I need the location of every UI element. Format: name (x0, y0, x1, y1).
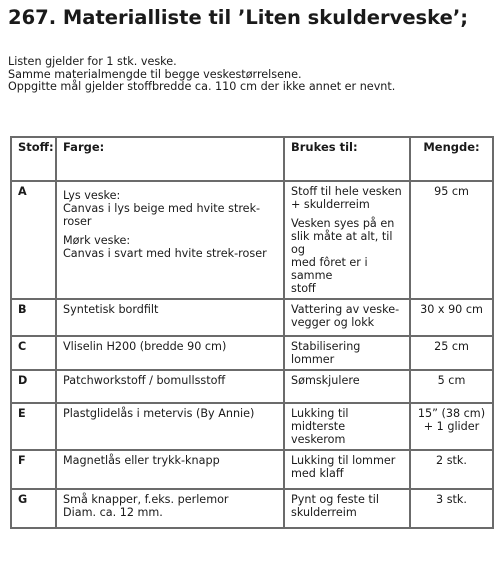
mengde-line: 30 x 90 cm (420, 303, 483, 316)
brukes-cell (284, 370, 410, 403)
brukes-line: Lukking til midterste (291, 407, 349, 433)
mengde-line: 15” (38 cm) (417, 407, 486, 420)
mengde-line: 95 cm (434, 185, 469, 198)
table-row (11, 181, 493, 299)
table-row (11, 336, 493, 370)
farge-line: roser (63, 215, 92, 228)
table-row (11, 370, 493, 403)
brukes-line: skulderreim (291, 506, 357, 519)
table-row (11, 299, 493, 336)
header-mengde: Mengde: (410, 137, 493, 181)
header-brukes: Brukes til: (284, 137, 410, 181)
page-title: 267. Materialliste til ’Liten skulderveske’; (8, 6, 469, 29)
farge-cell (56, 370, 284, 403)
intro-line: Oppgitte mål gjelder stoffbredde ca. 110 cm der ikke annet er nevnt. (8, 80, 396, 94)
mengde-cell (410, 489, 493, 528)
brukes-cell (284, 403, 410, 450)
intro-line: Samme materialmengde til begge veskestørrelsene. (8, 67, 302, 81)
brukes-line: Lukking til lommer (291, 454, 396, 467)
mengde-cell (410, 299, 493, 336)
farge-cell (56, 299, 284, 336)
stoff-cell: A (11, 181, 56, 299)
brukes-line: stoff (291, 282, 316, 295)
farge-line: Plastglidelås i metervis (By Annie) (63, 407, 255, 420)
stoff-cell: E (11, 403, 56, 450)
brukes-cell (284, 489, 410, 528)
farge-cell (56, 403, 284, 450)
brukes-line: Stoff til hele vesken (291, 185, 402, 198)
farge-line: Canvas i svart med hvite strek-roser (63, 247, 267, 260)
stoff-cell: F (11, 450, 56, 489)
mengde-line: 3 stk. (436, 493, 467, 506)
mengde-cell (410, 450, 493, 489)
brukes-line: med klaff (291, 467, 344, 480)
farge-line: Syntetisk bordfilt (63, 303, 159, 316)
material-table (10, 136, 494, 529)
brukes-cell (284, 299, 410, 336)
farge-line: Lys veske: (63, 189, 121, 202)
stoff-cell: C (11, 336, 56, 370)
stoff-cell: B (11, 299, 56, 336)
brukes-line: slik måte at alt, til og (291, 230, 393, 256)
farge-line: Mørk veske: (63, 234, 131, 247)
table-row (11, 489, 493, 528)
mengde-line: + 1 glider (423, 420, 480, 433)
farge-cell (56, 181, 284, 299)
mengde-cell (410, 336, 493, 370)
header-stoff: Stoff: (11, 137, 56, 181)
mengde-cell (410, 403, 493, 450)
farge-line: Små knapper, f.eks. perlemor (63, 493, 229, 506)
table-row (11, 403, 493, 450)
mengde-cell (410, 370, 493, 403)
brukes-cell (284, 336, 410, 370)
farge-line: Patchworkstoff / bomullsstoff (63, 374, 226, 387)
farge-line: Magnetlås eller trykk-knapp (63, 454, 220, 467)
table-row (11, 450, 493, 489)
brukes-line: Vattering av veske- (291, 303, 400, 316)
brukes-cell (284, 450, 410, 489)
brukes-line: med fôret er i samme (291, 256, 368, 282)
mengde-line: 5 cm (437, 374, 466, 387)
brukes-line: vegger og lokk (291, 316, 375, 329)
mengde-line: 25 cm (434, 340, 469, 353)
header-farge: Farge: (56, 137, 284, 181)
farge-cell (56, 336, 284, 370)
farge-line: Vliselin H200 (bredde 90 cm) (63, 340, 227, 353)
intro-line: Listen gjelder for 1 stk. veske. (8, 55, 177, 68)
brukes-line: + skulderreim (291, 198, 370, 211)
brukes-cell (284, 181, 410, 299)
mengde-cell (410, 181, 493, 299)
brukes-line: Sømskjulere (291, 374, 360, 387)
brukes-line: veskerom (291, 433, 346, 446)
farge-line: Diam. ca. 12 mm. (63, 506, 163, 519)
table-header-row (11, 137, 493, 181)
farge-line: Canvas i lys beige med hvite strek- (63, 202, 261, 215)
farge-cell (56, 489, 284, 528)
brukes-line: Pynt og feste til (291, 493, 379, 506)
intro-text (8, 56, 395, 94)
stoff-cell: D (11, 370, 56, 403)
brukes-line: Vesken syes på en (291, 217, 395, 230)
farge-cell (56, 450, 284, 489)
stoff-cell: G (11, 489, 56, 528)
brukes-line: Stabilisering lommer (291, 340, 361, 366)
mengde-line: 2 stk. (436, 454, 467, 467)
